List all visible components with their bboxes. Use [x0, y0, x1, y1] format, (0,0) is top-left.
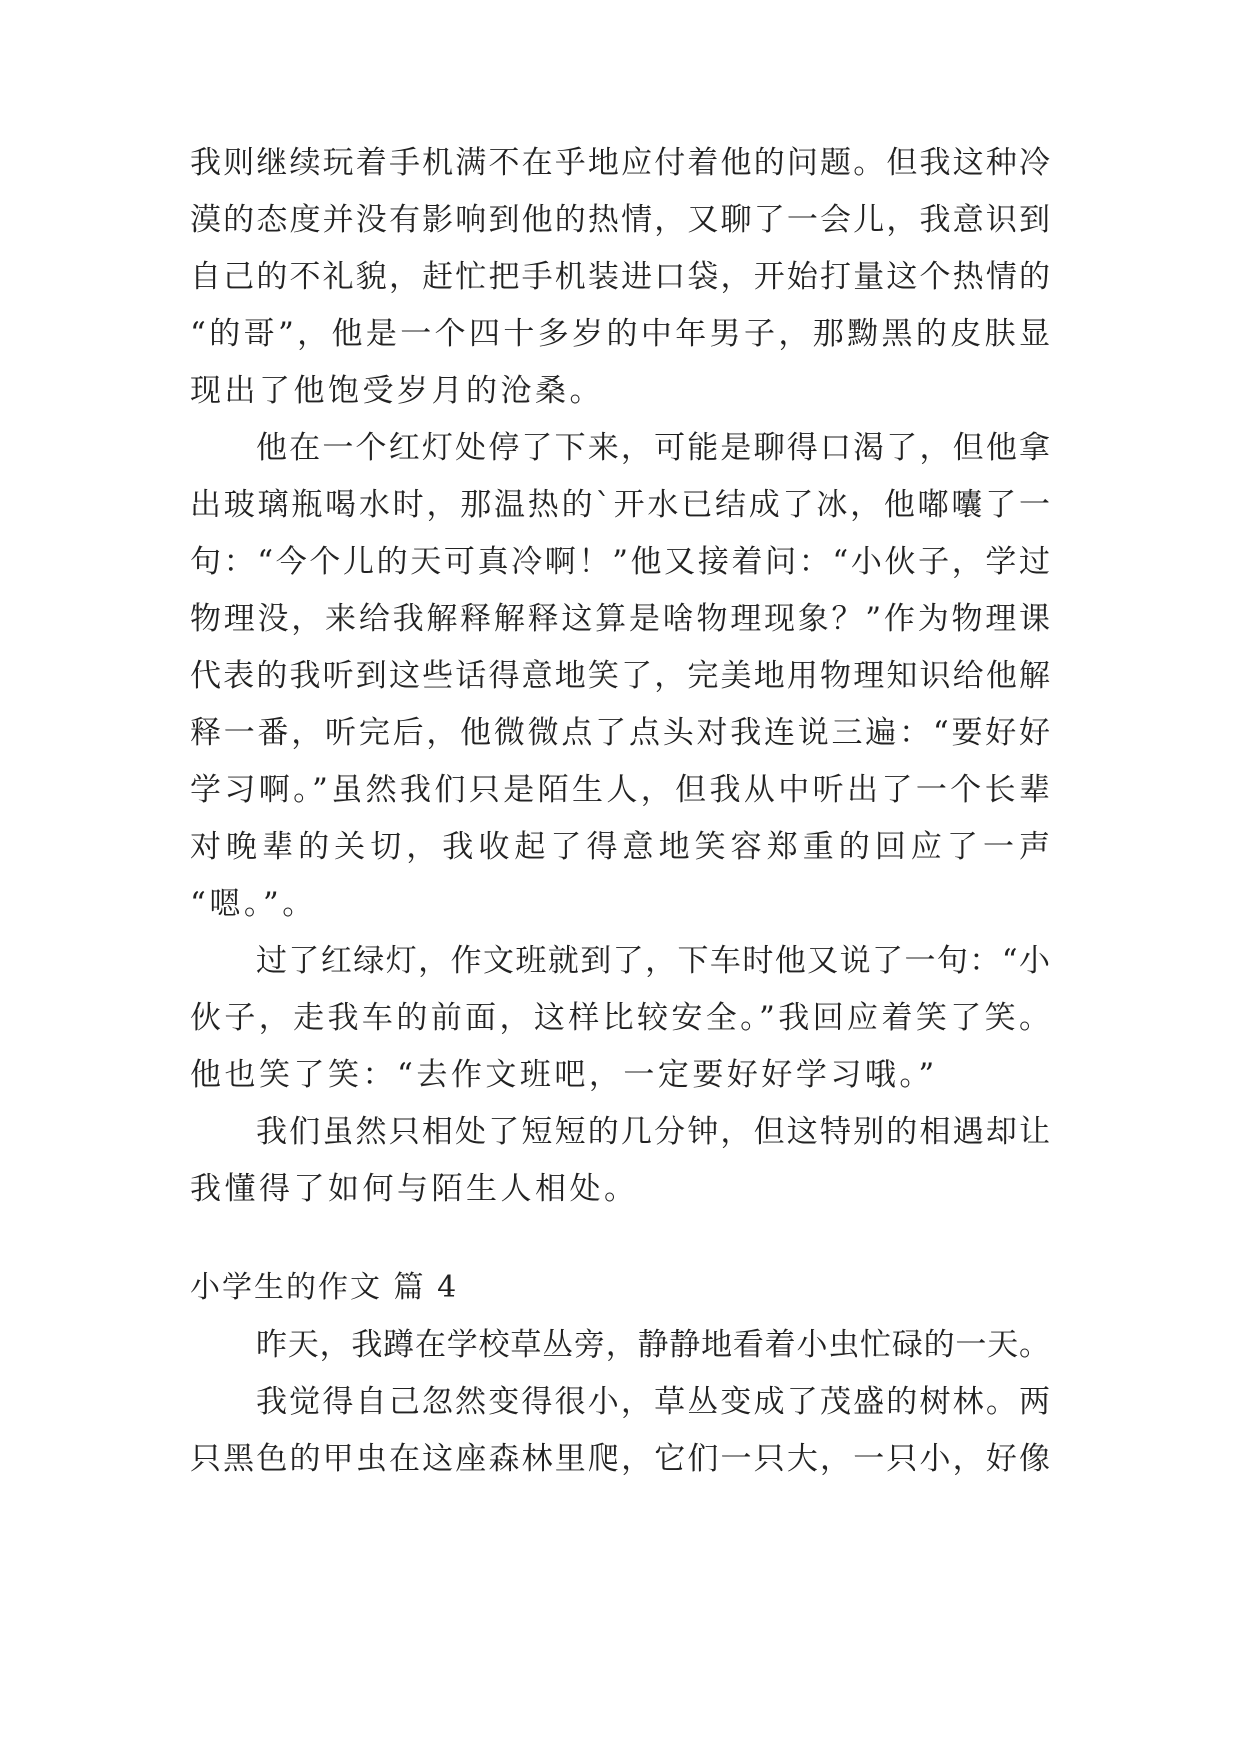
paragraph-line: 漠的态度并没有影响到他的热情，又聊了一会儿，我意识到 — [190, 202, 1050, 238]
section-heading: 小学生的作文 篇 4 — [190, 1270, 459, 1305]
paragraph-line: 他在一个红灯处停了下来，可能是聊得口渴了，但他拿 — [256, 430, 1050, 466]
paragraph-line: 学习啊。”虽然我们只是陌生人，但我从中听出了一个长辈 — [190, 772, 1050, 808]
paragraph-line: 我则继续玩着手机满不在乎地应付着他的问题。但我这种冷 — [190, 145, 1050, 181]
paragraph-line: “的哥”，他是一个四十多岁的中年男子，那黝黑的皮肤显 — [190, 316, 1050, 352]
paragraph-line: 伙子，走我车的前面，这样比较安全。”我回应着笑了笑。 — [190, 1000, 1050, 1036]
document-page — [190, 0, 1050, 1754]
paragraph-line: 他也笑了笑：“去作文班吧，一定要好好学习哦。” — [190, 1057, 938, 1093]
paragraph-line: “嗯。”。 — [190, 886, 317, 922]
paragraph-line: 对晚辈的关切，我收起了得意地笑容郑重的回应了一声 — [190, 829, 1050, 865]
paragraph-line: 昨天，我蹲在学校草丛旁，静静地看着小虫忙碌的一天。 — [256, 1327, 1050, 1363]
paragraph-line: 物理没，来给我解释解释这算是啥物理现象？”作为物理课 — [190, 601, 1050, 637]
paragraph-line: 释一番，听完后，他微微点了点头对我连说三遍：“要好好 — [190, 715, 1050, 751]
paragraph-line: 我觉得自己忽然变得很小，草丛变成了茂盛的树林。两 — [256, 1384, 1050, 1420]
paragraph-line: 只黑色的甲虫在这座森林里爬，它们一只大，一只小，好像 — [190, 1441, 1050, 1477]
paragraph-line: 句：“今个儿的天可真冷啊！”他又接着问：“小伙子，学过 — [190, 544, 1050, 580]
paragraph-line: 出玻璃瓶喝水时，那温热的`开水已结成了冰，他嘟囔了一 — [190, 487, 1050, 523]
paragraph-line: 现出了他饱受岁月的沧桑。 — [190, 373, 604, 409]
paragraph-line: 自己的不礼貌，赶忙把手机装进口袋，开始打量这个热情的 — [190, 259, 1050, 295]
paragraph-line: 代表的我听到这些话得意地笑了，完美地用物理知识给他解 — [190, 658, 1050, 694]
paragraph-line: 过了红绿灯，作文班就到了，下车时他又说了一句：“小 — [256, 943, 1050, 979]
paragraph-line: 我们虽然只相处了短短的几分钟，但这特别的相遇却让 — [256, 1114, 1050, 1150]
paragraph-line: 我懂得了如何与陌生人相处。 — [190, 1171, 639, 1207]
